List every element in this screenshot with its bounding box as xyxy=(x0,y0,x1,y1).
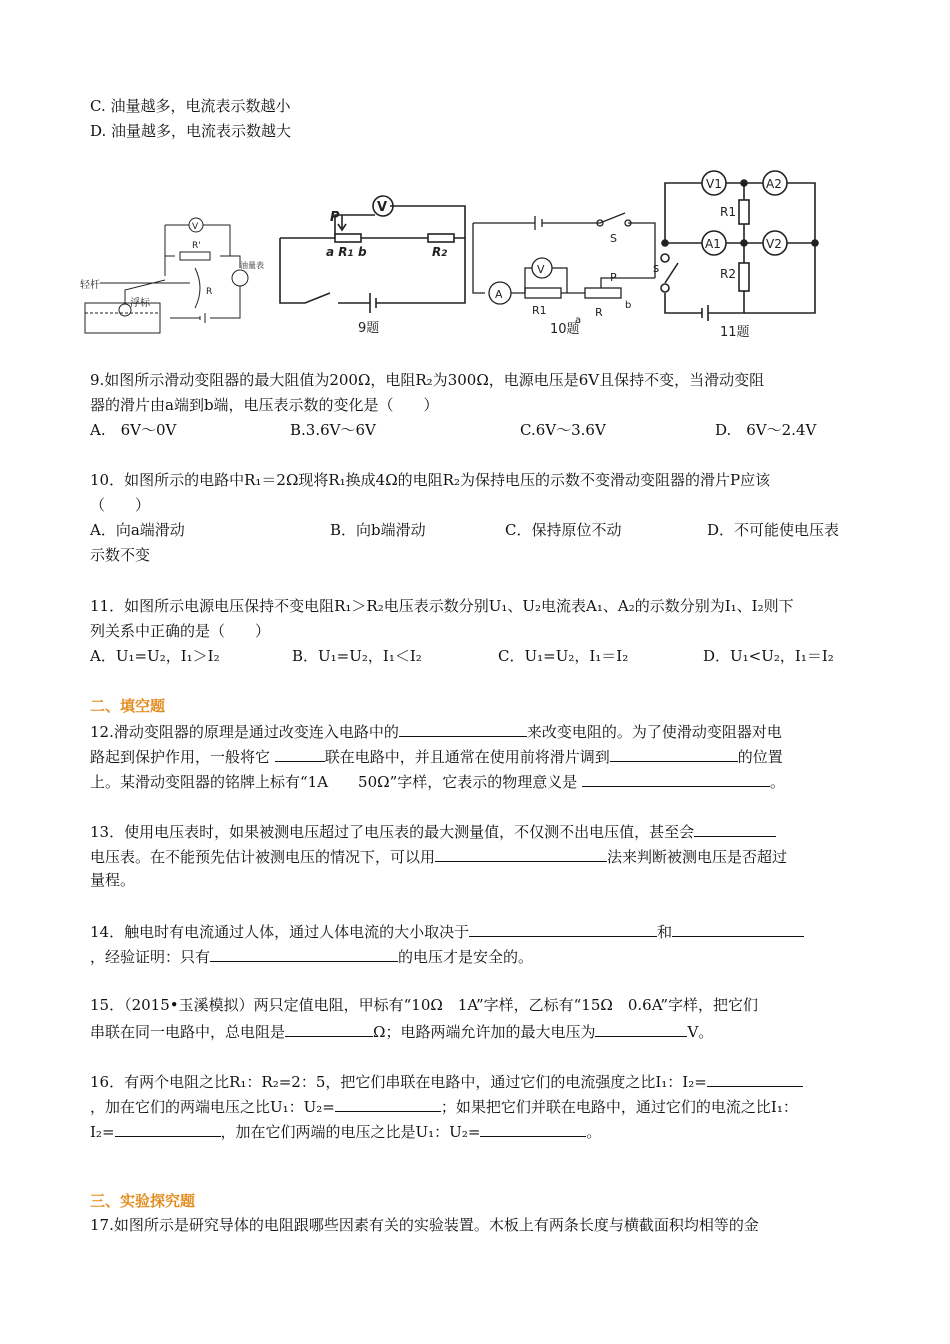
figure-q10 xyxy=(473,213,655,337)
q10-option-c: C．保持原位不动 xyxy=(505,521,622,539)
q16-text-b: ，加在它们的两端电压之比U₁：U₂= xyxy=(90,1098,335,1116)
fig10-b-label: b xyxy=(625,300,632,311)
q13-text-b: 电压表。在不能预先估计被测电压的情况下，可以用 xyxy=(90,848,436,866)
q12-line1 xyxy=(90,720,782,742)
q16-text-d: I₂= xyxy=(90,1123,115,1141)
q9-line2: 器的滑片由a端到b端，电压表示数的变化是（ ） xyxy=(90,396,439,414)
q14-text-c: ，经验证明：只有 xyxy=(90,948,211,966)
fig9-r1-label: R xyxy=(338,245,348,259)
fig8-lever-label: 轻杆 xyxy=(80,280,100,291)
fig9-a-label: a xyxy=(326,245,335,259)
q10-line2: （ ） xyxy=(90,496,151,514)
q16-line1 xyxy=(90,1070,803,1092)
fig10-p-label: P xyxy=(610,271,617,284)
fig10-v-label: V xyxy=(537,263,545,276)
fig11-v2-label: V2 xyxy=(766,237,782,251)
q15-blank-2[interactable] xyxy=(595,1020,687,1037)
q16-line3 xyxy=(90,1120,601,1142)
q10-line3: 示数不变 xyxy=(90,546,151,564)
q17-line1: 17.如图所示是研究导体的电阻跟哪些因素有关的实验装置。木板上有两条长度与横截面积均相等的金 xyxy=(90,1216,759,1234)
q13-line2 xyxy=(90,845,787,867)
q14-text-a: 14．触电时有电流通过人体，通过人体电流的大小取决于 xyxy=(90,923,470,941)
q15-text-c: Ω；电路两端允许加的最大电压为 xyxy=(373,1023,596,1041)
fig9-v-label: V xyxy=(377,200,388,215)
fig9-caption: 9题 xyxy=(358,321,380,336)
q14-blank-3[interactable] xyxy=(210,945,398,962)
q12-text-a: 12.滑动变阻器的原理是通过改变连入电路中的 xyxy=(90,723,399,741)
option-c: C. 油量越多，电流表示数越小 xyxy=(90,97,291,115)
fig9-b-label: b xyxy=(358,245,367,259)
q16-text-e: ，加在它们两端的电压之比是U₁：U₂= xyxy=(220,1123,481,1141)
q11-option-c: C．U₁=U₂，I₁＝I₂ xyxy=(498,647,629,665)
q14-text-b: 和 xyxy=(657,923,673,941)
q12-line2 xyxy=(90,745,783,767)
q13-blank-1[interactable] xyxy=(694,820,776,837)
fig8-rprime-label: R' xyxy=(192,241,201,251)
fig8-r-label: R xyxy=(206,287,213,297)
fig8-meter-label: 油量表 xyxy=(240,261,264,270)
q15-text-d: V。 xyxy=(687,1023,714,1041)
q9-option-b: B.3.6V～6V xyxy=(290,421,376,439)
q14-line1 xyxy=(90,920,804,942)
fig8-float-label: 浮标 xyxy=(130,298,150,309)
fig11-a2-label: A2 xyxy=(766,177,782,191)
q11-line2: 列关系中正确的是（ ） xyxy=(90,622,271,640)
q9-option-d: D. 6V～2.4V xyxy=(715,421,817,439)
q12-blank-3[interactable] xyxy=(610,745,738,762)
fig11-a1-label: A1 xyxy=(705,237,721,251)
fig9-r2-sub: 2 xyxy=(441,249,448,259)
q16-line2 xyxy=(90,1095,798,1117)
q15-blank-1[interactable] xyxy=(285,1020,373,1037)
q14-line2 xyxy=(90,945,533,967)
fig9-r1-sub: 1 xyxy=(347,249,354,259)
q11-option-b: B．U₁=U₂，I₁＜I₂ xyxy=(292,647,422,665)
q13-text-a: 13．使用电压表时，如果被测电压超过了电压表的最大测量值，不仅测不出电压值，甚至会 xyxy=(90,823,695,841)
q12-text-g: 。 xyxy=(770,773,786,791)
q16-blank-4[interactable] xyxy=(480,1120,586,1137)
q12-text-b: 来改变电阻的。为了使滑动变阻器对电 xyxy=(526,723,782,741)
q11-option-d: D．U₁<U₂，I₁＝I₂ xyxy=(703,647,834,665)
q16-blank-1[interactable] xyxy=(707,1070,803,1087)
fig11-s-label: s xyxy=(653,261,660,275)
q16-text-a: 16．有两个电阻之比R₁：R₂=2：5，把它们串联在电路中，通过它们的电流强度之比I₁：I₂= xyxy=(90,1073,707,1091)
q13-text-c: 法来判断被测电压是否超过 xyxy=(607,848,788,866)
fig10-a-meter-label: A xyxy=(495,288,503,301)
q14-blank-1[interactable] xyxy=(469,920,657,937)
q12-text-f: 上。某滑动变阻器的铭牌上标有“1A 50Ω”字样，它表示的物理意义是 xyxy=(90,773,583,791)
fig9-r2-label: R xyxy=(432,245,442,259)
fig10-r-label: R xyxy=(595,306,603,319)
q16-text-f: 。 xyxy=(586,1123,602,1141)
section-experiment-heading: 三、实验探究题 xyxy=(90,1192,196,1210)
svg-text:R2 xyxy=(432,245,448,259)
q12-text-c: 路起到保护作用，一般将它 xyxy=(90,748,275,766)
fig10-r1-label: R1 xyxy=(532,304,547,317)
fig10-a-label: a xyxy=(575,315,582,326)
q12-blank-1[interactable] xyxy=(399,720,527,737)
q14-blank-2[interactable] xyxy=(672,920,804,937)
figure-q9 xyxy=(280,196,465,336)
fig11-v1-label: V1 xyxy=(706,177,722,191)
q9-line1: 9.如图所示滑动变阻器的最大阻值为200Ω，电阻R₂为300Ω，电源电压是6V且保持不变，当滑动变阻 xyxy=(90,371,765,389)
option-d: D. 油量越多，电流表示数越大 xyxy=(90,122,292,140)
q10-option-a: A．向a端滑动 xyxy=(90,521,185,539)
q13-line3: 量程。 xyxy=(90,871,136,889)
q15-line2 xyxy=(90,1020,713,1042)
q10-option-b: B．向b端滑动 xyxy=(330,521,426,539)
q10-line1: 10．如图所示的电路中R₁＝2Ω现将R₁换成4Ω的电阻R₂为保持电压的示数不变滑动变阻器的滑片P应该 xyxy=(90,471,771,489)
q15-line1: 15．（2015•玉溪模拟）两只定值电阻，甲标有“10Ω 1A”字样，乙标有“15Ω 0.6A”字样，把它们 xyxy=(90,996,758,1014)
figure-oil-gauge xyxy=(80,218,264,333)
fig11-r2-label: R2 xyxy=(720,267,736,281)
q12-text-e: 的位置 xyxy=(737,748,783,766)
q12-blank-2[interactable] xyxy=(275,745,325,762)
q16-blank-3[interactable] xyxy=(115,1120,221,1137)
fig8-v-label: V xyxy=(192,222,199,232)
fig9-p-label: P xyxy=(330,210,340,225)
section-fill-in-heading: 二、填空题 xyxy=(90,697,166,715)
q14-text-d: 的电压才是安全的。 xyxy=(398,948,534,966)
fig11-caption: 11题 xyxy=(720,325,750,340)
q12-text-d: 联在电路中，并且通常在使用前将滑片调到 xyxy=(324,748,610,766)
fig11-r1-label: R1 xyxy=(720,205,736,219)
fig10-s-label: S xyxy=(610,232,617,245)
fig10-caption: 10题 xyxy=(550,322,580,337)
q16-text-c: ；如果把它们并联在电路中，通过它们的电流之比I₁： xyxy=(440,1098,798,1116)
q12-blank-4[interactable] xyxy=(582,770,770,787)
q13-blank-2[interactable] xyxy=(435,845,607,862)
q9-option-c: C.6V～3.6V xyxy=(520,421,606,439)
q11-line1: 11．如图所示电源电压保持不变电阻R₁＞R₂电压表示数分别U₁、U₂电流表A₁、A₂的示数分别为I₁、I₂则下 xyxy=(90,597,794,615)
figure-q11 xyxy=(653,171,818,340)
q13-line1 xyxy=(90,820,776,842)
q9-option-a: A. 6V～0V xyxy=(90,421,177,439)
svg-text:a R1 b xyxy=(326,245,367,259)
q15-text-b: 串联在同一电路中，总电阻是 xyxy=(90,1023,286,1041)
q10-option-d: D．不可能使电压表 xyxy=(707,521,840,539)
q12-line3 xyxy=(90,770,785,792)
circuit-figures xyxy=(80,168,840,343)
q11-option-a: A．U₁=U₂，I₁＞I₂ xyxy=(90,647,220,665)
q16-blank-2[interactable] xyxy=(335,1095,441,1112)
